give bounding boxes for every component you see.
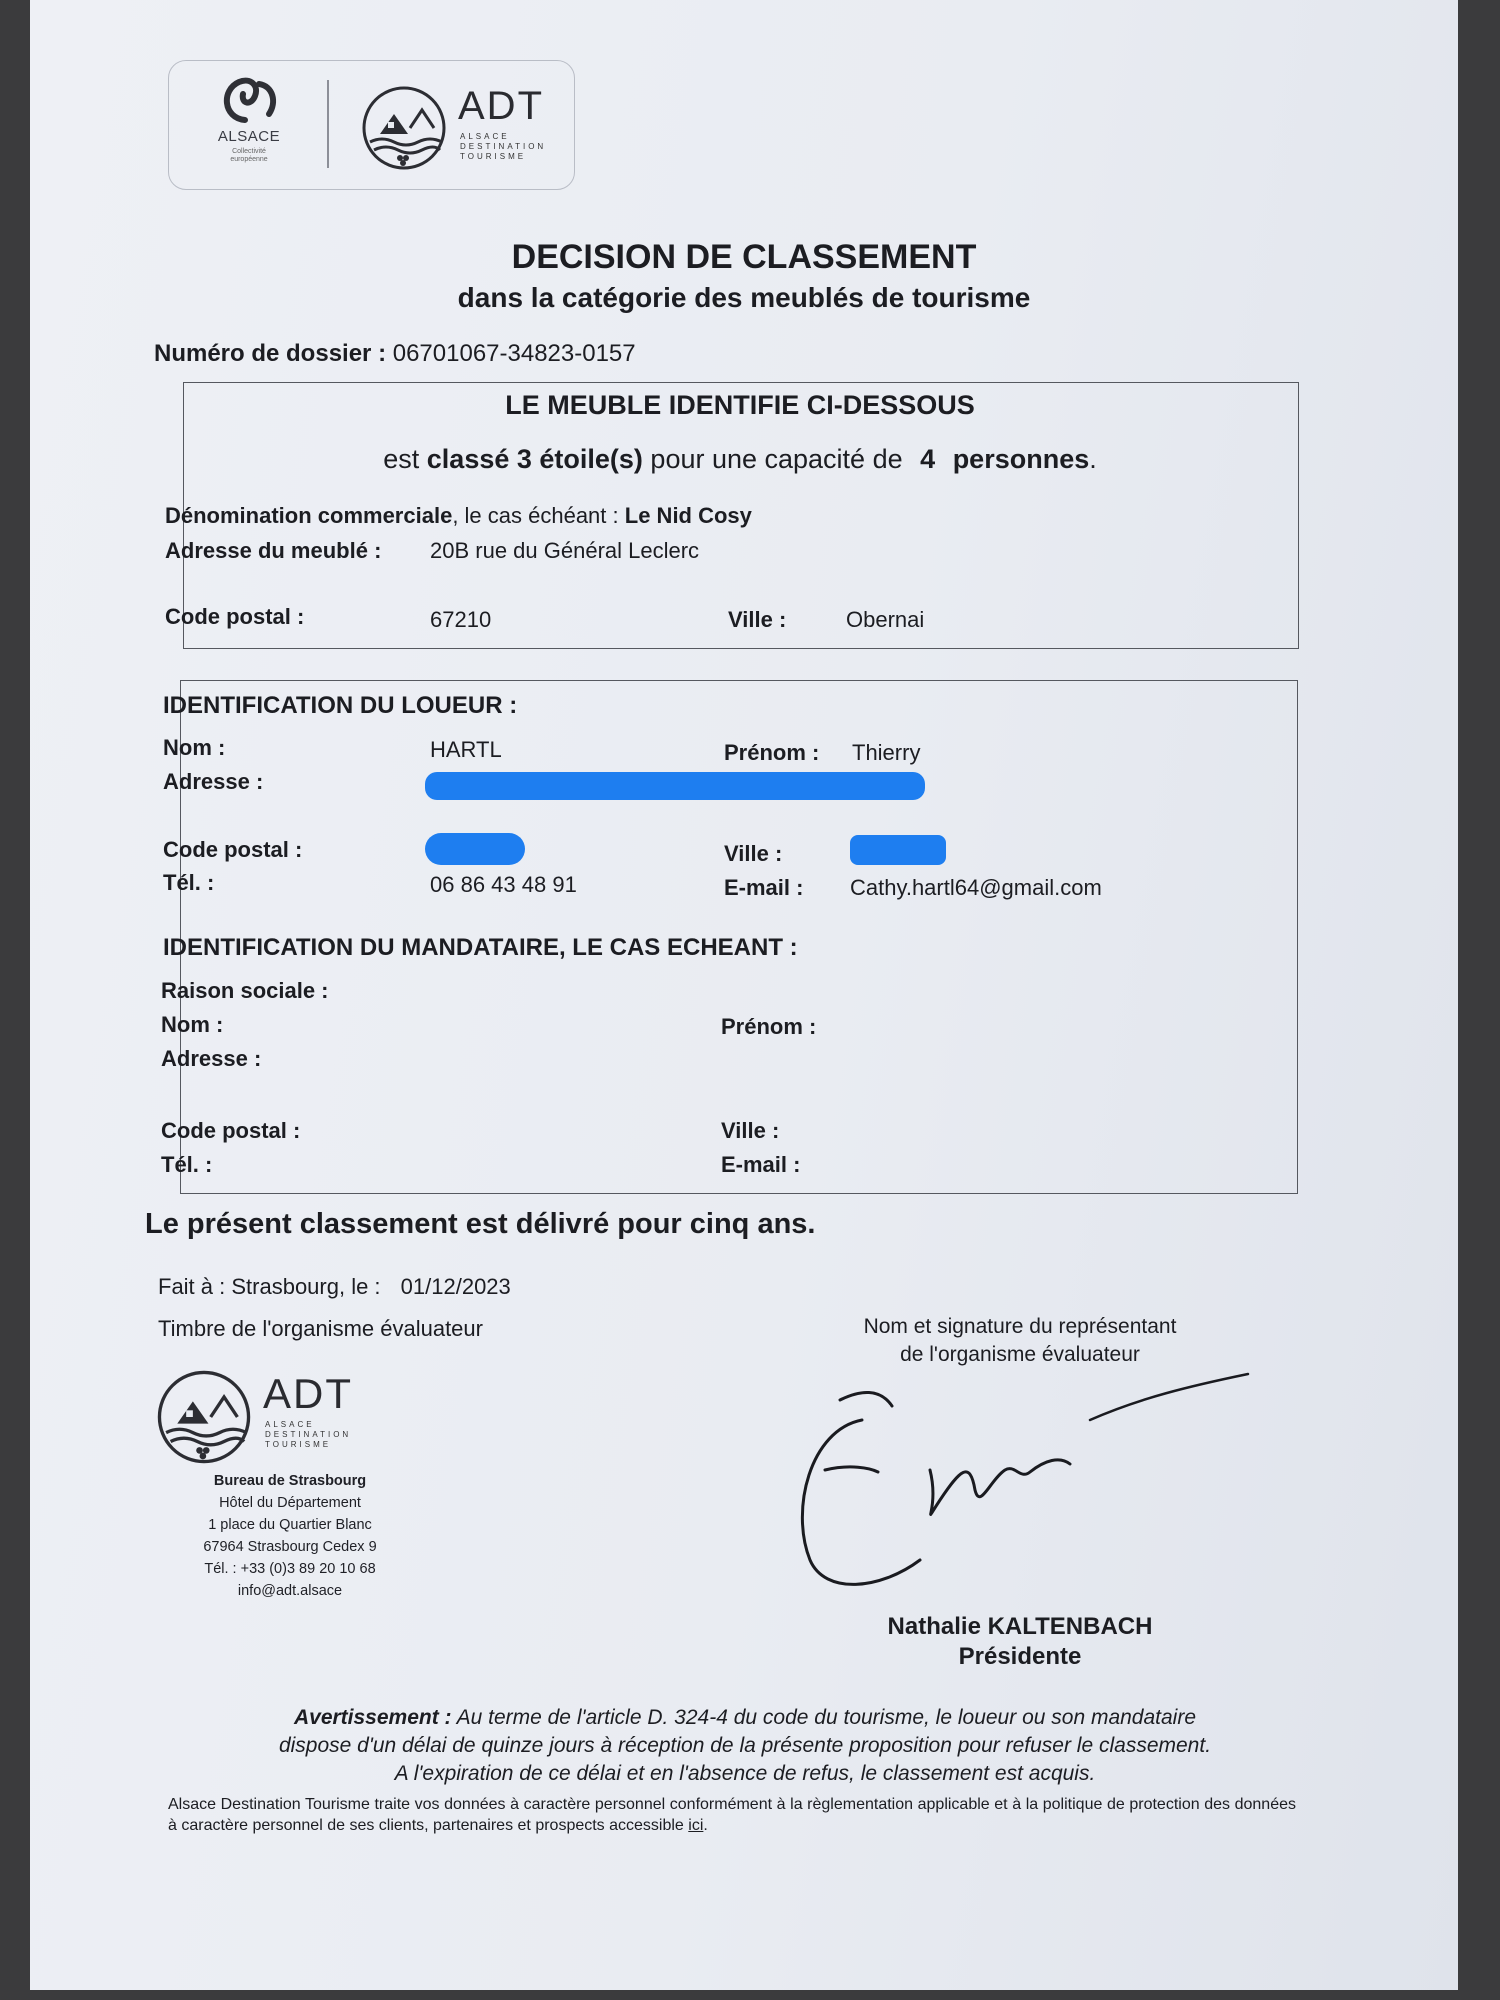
privacy-footer [168, 1794, 1296, 1836]
alsace-emblem-icon [215, 76, 285, 124]
mandataire-prenom-label: Prénom : [721, 1014, 817, 1039]
loueur-nom-label: Nom : [163, 735, 226, 760]
warning-notice [160, 1704, 1330, 1788]
loueur-adresse-label: Adresse : [163, 769, 264, 794]
warning-label: Avertissement : [293, 1706, 452, 1729]
meuble-postal-label: Code postal : [165, 604, 305, 629]
stamp-line-2: 1 place du Quartier Blanc [208, 1517, 372, 1533]
mandataire-email-label: E-mail : [721, 1152, 801, 1177]
page-subtitle: dans la catégorie des meublés de tourisme [457, 282, 1031, 313]
adt-sub-2: DESTINATION [460, 142, 547, 151]
mandataire-raison-label: Raison sociale : [161, 978, 329, 1003]
meuble-postal-value: 67210 [430, 607, 492, 632]
handwritten-signature [770, 1360, 1270, 1600]
mandataire-nom-label: Nom : [161, 1012, 224, 1037]
page-title: DECISION DE CLASSEMENT [511, 238, 977, 276]
stamp-address [170, 1470, 410, 1602]
stamp-adt-sub-1: ALSACE [265, 1420, 315, 1429]
adt-sub-1: ALSACE [460, 132, 510, 141]
capacity-text: pour une capacité de [650, 444, 903, 474]
adt-stamp [155, 1368, 425, 1468]
adt-logo [360, 80, 560, 180]
signatory-role: Présidente [958, 1643, 1082, 1670]
alsace-sub-1: Collectivité [232, 148, 266, 155]
mandataire-header: IDENTIFICATION DU MANDATAIRE, LE CAS ECHEANT : [163, 934, 798, 961]
loueur-email-value: Cathy.hartl64@gmail.com [850, 875, 1102, 900]
adt-sub-3: TOURISME [460, 152, 527, 161]
fait-label: Fait à : Strasbourg, le : [158, 1274, 381, 1299]
class-prefix: est [383, 444, 420, 474]
stamp-adt-sub-3: TOURISME [265, 1440, 332, 1449]
privacy-link[interactable]: ici [688, 1817, 704, 1834]
stamp-adt-wordmark: ADT [263, 1370, 353, 1417]
stamp-line-1: Hôtel du Département [219, 1495, 361, 1511]
dossier-label: Numéro de dossier : [154, 340, 387, 367]
redacted-address [425, 772, 925, 800]
mandataire-tel-label: Tél. : [161, 1152, 213, 1177]
mandataire-postal-label: Code postal : [161, 1118, 301, 1143]
dossier-number [154, 340, 636, 368]
fait-line [158, 1274, 511, 1300]
stamp-label: Timbre de l'organisme évaluateur [158, 1316, 483, 1341]
redacted-city [850, 835, 946, 865]
redacted-postal [425, 833, 525, 865]
mandataire-adresse-label: Adresse : [161, 1046, 262, 1071]
address-value: 20B rue du Général Leclerc [430, 538, 700, 563]
adt-wordmark: ADT [458, 84, 544, 128]
warning-line-2: dispose d'un délai de quinze jours à réception de la présente proposition pour refuser le classement. [278, 1734, 1212, 1757]
loueur-tel-label: Tél. : [163, 870, 215, 895]
denomination-label-rest: , le cas échéant : [452, 503, 619, 528]
stamp-line-4: Tél. : +33 (0)3 89 20 10 68 [204, 1561, 376, 1577]
loueur-prenom-value: Thierry [852, 740, 921, 765]
signature-label-line-1: Nom et signature du représentant [863, 1315, 1177, 1338]
loueur-nom-value: HARTL [430, 737, 502, 762]
validity-statement: Le présent classement est délivré pour cinq ans. [145, 1208, 816, 1240]
dossier-value: 06701067-34823-0157 [392, 340, 636, 367]
warning-line-1: Au terme de l'article D. 324-4 du code du tourisme, le loueur ou son mandataire [456, 1706, 1197, 1729]
loueur-ville-label: Ville : [724, 841, 783, 866]
fait-date: 01/12/2023 [400, 1274, 511, 1299]
loueur-postal-label: Code postal : [163, 837, 303, 862]
capacity-value: 4 [920, 444, 936, 474]
stamp-line-3: 67964 Strasbourg Cedex 9 [203, 1539, 377, 1555]
meuble-city-label: Ville : [728, 607, 787, 632]
alsace-wordmark: ALSACE [217, 128, 281, 145]
meuble-header: LE MEUBLE IDENTIFIE CI-DESSOUS [505, 390, 975, 420]
adt-emblem-icon [360, 84, 448, 172]
signatory-name: Nathalie KALTENBACH [887, 1613, 1153, 1640]
stamp-line-5: info@adt.alsace [237, 1583, 343, 1599]
adt-stamp-emblem-icon [155, 1368, 253, 1466]
address-label: Adresse du meublé : [165, 538, 382, 563]
loueur-email-label: E-mail : [724, 875, 804, 900]
denomination-label: Dénomination commerciale [165, 503, 453, 528]
capacity-unit: personnes [952, 444, 1090, 474]
privacy-text: Alsace Destination Tourisme traite vos données à caractère personnel conformément à la règlementation applicable et à la politique de protection des données à caractère personnel de ses clients, partenaires et prospects accessible [168, 1796, 1296, 1834]
stamp-office: Bureau de Strasbourg [213, 1473, 367, 1489]
mandataire-ville-label: Ville : [721, 1118, 780, 1143]
denomination-value: Le Nid Cosy [624, 503, 752, 528]
alsace-sub-2: européenne [230, 156, 268, 163]
warning-line-3: A l'expiration de ce délai et en l'absence de refus, le classement est acquis. [394, 1762, 1096, 1785]
alsace-logo [190, 72, 310, 182]
class-stars: classé 3 étoile(s) [426, 444, 643, 474]
meuble-city-value: Obernai [846, 607, 925, 632]
stamp-adt-sub-2: DESTINATION [265, 1430, 352, 1439]
logo-separator [327, 80, 329, 168]
loueur-tel-value: 06 86 43 48 91 [430, 872, 577, 897]
signatory [820, 1612, 1220, 1672]
classification-line: est classé 3 étoile(s) pour une capacité de 4 personnes. [383, 444, 1097, 474]
document-page [30, 0, 1458, 1990]
loueur-prenom-label: Prénom : [724, 740, 820, 765]
privacy-end: . [703, 1817, 708, 1834]
loueur-header: IDENTIFICATION DU LOUEUR : [163, 692, 518, 719]
signature-label-line-2: de l'organisme évaluateur [900, 1343, 1140, 1366]
denomination-row [165, 503, 752, 529]
